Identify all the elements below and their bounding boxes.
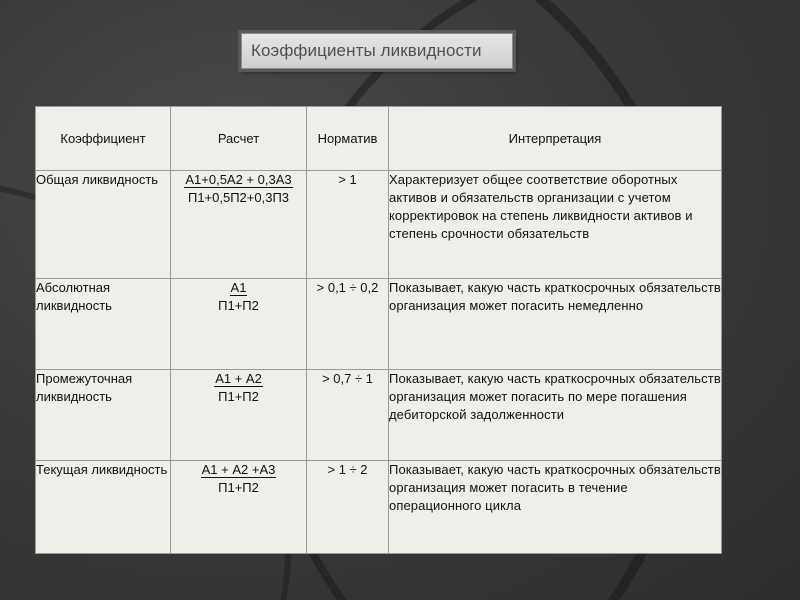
ratio-interpretation: Показывает, какую часть краткосрочных обязательств организация может погасить по мере погашения дебиторской задолженности [389,370,722,461]
formula-numerator: А1 + А2 [215,371,262,386]
formula-denominator: П1+0,5П2+0,3П3 [187,190,290,205]
ratio-norm: > 1 ÷ 2 [307,461,389,554]
table-row [36,461,722,554]
header-calculation: Расчет [171,107,307,171]
table-row [36,370,722,461]
header-norm: Норматив [307,107,389,171]
formula-numerator: А1 + А2 +А3 [201,462,276,477]
ratio-formula [171,171,307,279]
title-box [241,33,513,69]
ratio-name: Промежуточная ликвидность [36,370,171,461]
ratio-name: Общая ликвидность [36,171,171,279]
ratio-formula [171,279,307,370]
formula-numerator: А1+0,5А2 + 0,3А3 [185,172,292,187]
table-header-row [36,107,722,171]
ratio-interpretation: Характеризует общее соответствие оборотных активов и обязательств организации с учетом корректировок на степень ликвидности активов и степень срочности обязательств [389,171,722,279]
ratio-interpretation: Показывает, какую часть краткосрочных обязательств организация может погасить немедленно [389,279,722,370]
formula-denominator: П1+П2 [218,480,259,495]
ratio-interpretation: Показывает, какую часть краткосрочных обязательств организация может погасить в течение операционного цикла [389,461,722,554]
formula-denominator: П1+П2 [218,298,259,313]
formula-numerator: А1 [230,280,247,295]
liquidity-ratios-table [35,106,722,554]
header-coefficient: Коэффициент [36,107,171,171]
formula-denominator: П1+П2 [218,389,259,404]
ratio-norm: > 0,7 ÷ 1 [307,370,389,461]
slide-title: Коэффициенты ликвидности [251,41,482,60]
header-interpretation: Интерпретация [389,107,722,171]
table-row [36,171,722,279]
ratio-name: Абсолютная ликвидность [36,279,171,370]
ratio-name: Текущая ликвидность [36,461,171,554]
ratio-norm: > 1 [307,171,389,279]
ratio-formula [171,461,307,554]
ratio-formula [171,370,307,461]
table-row [36,279,722,370]
ratio-norm: > 0,1 ÷ 0,2 [307,279,389,370]
